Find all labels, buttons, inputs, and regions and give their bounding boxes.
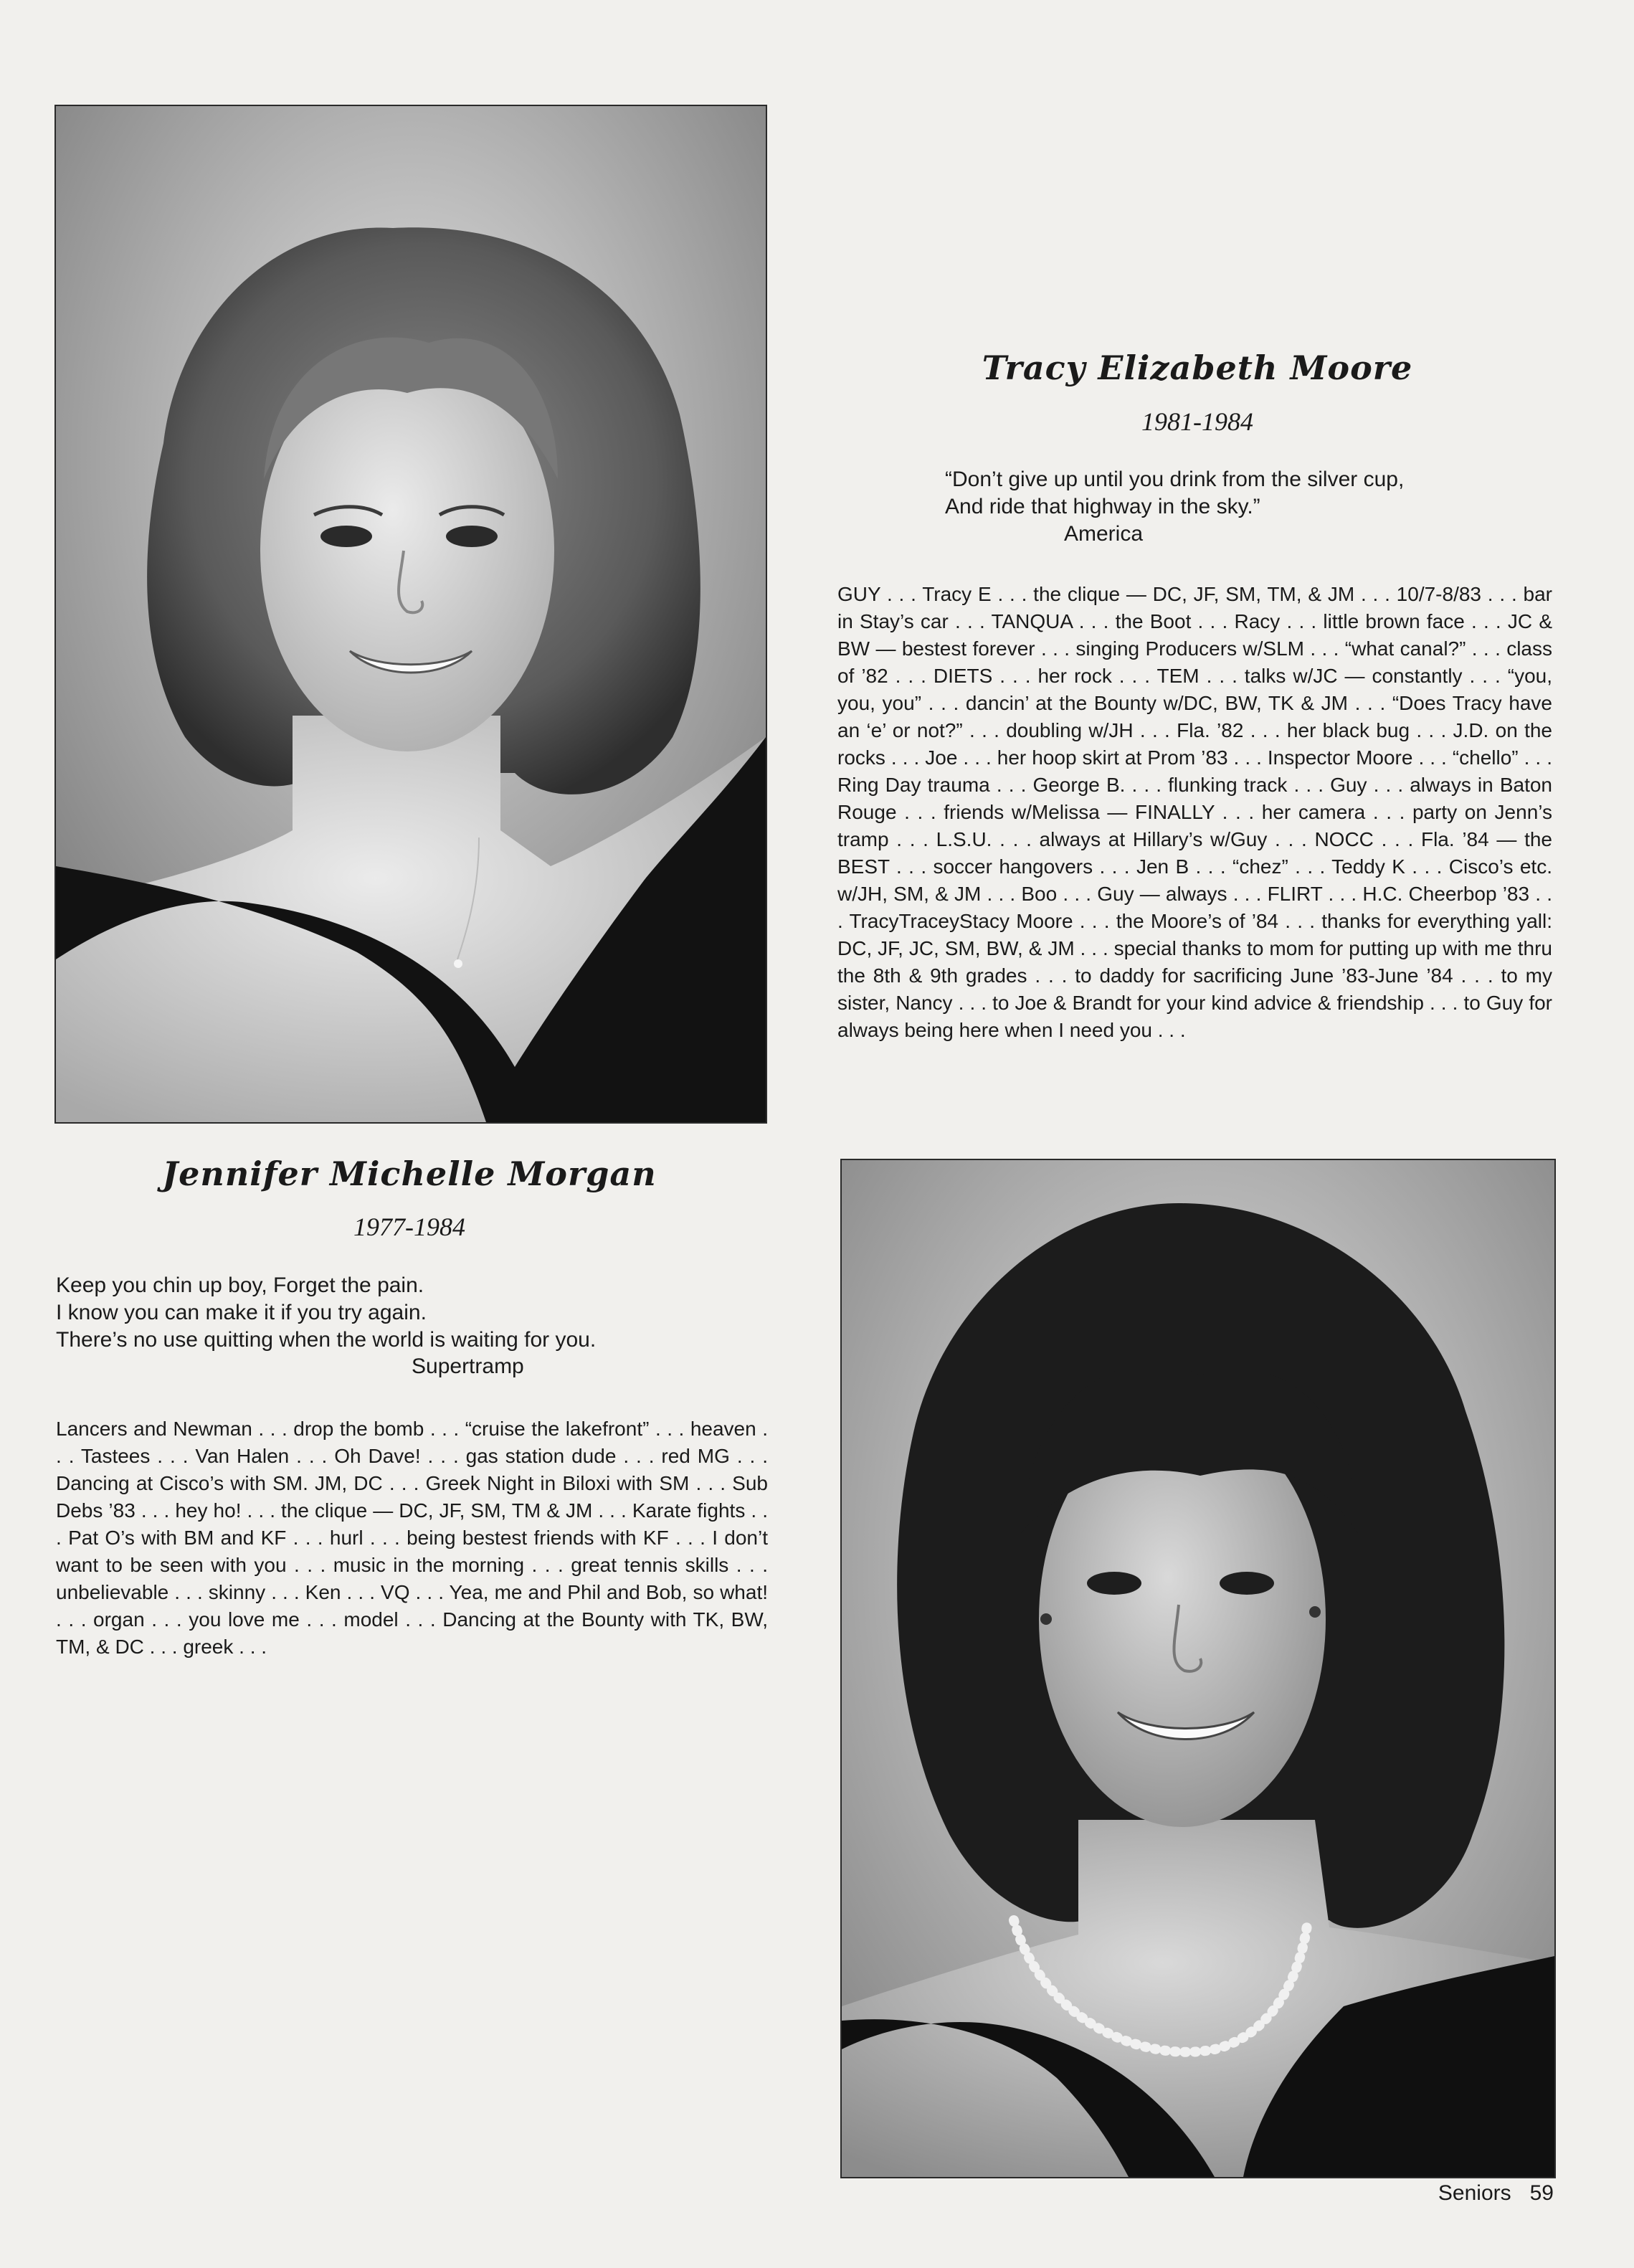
quote-line: There’s no use quitting when the world is waiting for you.: [56, 1328, 597, 1352]
section-label: Seniors: [1438, 2181, 1511, 2205]
senior-write-up-tracy: GUY . . . Tracy E . . . the clique — DC, JF, SM, TM, & JM . . . 10/7-8/83 . . . bar in Stay’s car . . . TANQUA . . . the Boot . . . Racy . . . little brown face . . . JC & BW — bestest forever . . . singing Producers w/SLM . . . “what canal?” . . . class of ’82 . . . DIETS . . . her rock . . . TEM . . . talks w/JC — constantly . . . “you, you, you” . . . dancin’ at the Bounty w/DC, BW, TK & JM . . . “Does Tracy have an ‘e’ or not?” . . . doubling w/JH . . . Fla. ’82 . . . her black bug . . . J.D. on the rocks . . . Joe . . . her hoop skirt at Prom ’83 . . . Inspector Moore . . . “chello” . . . Ring Day trauma . . . George B. . . . flunking track . . . Guy . . . always in Baton Rouge . . . friends w/Melissa — FINALLY . . . her camera . . . party on Jenn’s tramp . . . L.S.U. . . . always at Hillary’s w/Guy . . . NOCC . . . Fla. ’84 — the BEST . . . soccer hangovers . . . Jen B . . . “chez” . . . Teddy K . . . Cisco’s etc. w/JH, SM, & JM . . . Boo . . . Guy — always . . . FLIRT . . . H.C. Cheerbop ’83 . . . TracyTraceyStacy Moore . . . the Moore’s of ’84 . . . thanks for everything yall: DC, JF, JC, SM, BW, & JM . . . special thanks to mom for putting up with me thru the 8th & 9th grades . . . to daddy for sacrificing June ’83-June ’84 . . . to my sister, Nancy . . . to Joe & Brandt for your kind advice & friendship . . . to Guy for always being here when I need you . . .: [837, 583, 1552, 1041]
senior-years-jennifer: 1977-1984: [353, 1213, 465, 1241]
quote-line: “Don’t give up until you drink from the silver cup,: [945, 468, 1405, 491]
page-number: 59: [1529, 2181, 1554, 2205]
quote-line: Keep you chin up boy, Forget the pain.: [56, 1273, 424, 1297]
page-footer: [1438, 2181, 1554, 2206]
quote-credit-tracy: America: [1064, 522, 1144, 546]
portrait-image: [56, 106, 766, 1122]
portrait-photo-jennifer-morgan: [54, 105, 767, 1124]
portrait-photo-tracy-moore: [840, 1159, 1556, 2178]
quote-line: And ride that highway in the sky.”: [945, 495, 1260, 518]
senior-years-tracy: 1981-1984: [1141, 407, 1253, 436]
quote-line: I know you can make it if you try again.: [56, 1301, 427, 1324]
song-quote-tracy: [945, 466, 1404, 521]
senior-write-up-jennifer: Lancers and Newman . . . drop the bomb . . . “cruise the lakefront” . . . heaven . . . Tastees . . . Van Halen . . . Oh Dave! . . . gas station dude . . . red MG . . . Dancing at Cisco’s with SM. JM, DC . . . Greek Night in Biloxi with SM . . . Sub Debs ’83 . . . hey ho! . . . the clique — DC, JF, SM, TM & JM . . . Karate fights . . . Pat O’s with BM and KF . . . hurl . . . being bestest friends with KF . . . I don’t want to be seen with you . . . music in the morning . . . great tennis skills . . . unbelievable . . . skinny . . . Ken . . . VQ . . . Yea, me and Phil and Bob, so what! . . . organ . . . you love me . . . model . . . Dancing at the Bounty with TK, BW, TM, & DC . . . greek . . .: [56, 1418, 768, 1658]
senior-name-tracy: Tracy Elizabeth Moore: [982, 348, 1413, 387]
quote-credit-jennifer: Supertramp: [412, 1354, 524, 1378]
senior-name-jennifer: Jennifer Michelle Morgan: [162, 1154, 657, 1193]
portrait-image: [842, 1160, 1554, 2177]
song-quote-jennifer: [56, 1272, 596, 1354]
